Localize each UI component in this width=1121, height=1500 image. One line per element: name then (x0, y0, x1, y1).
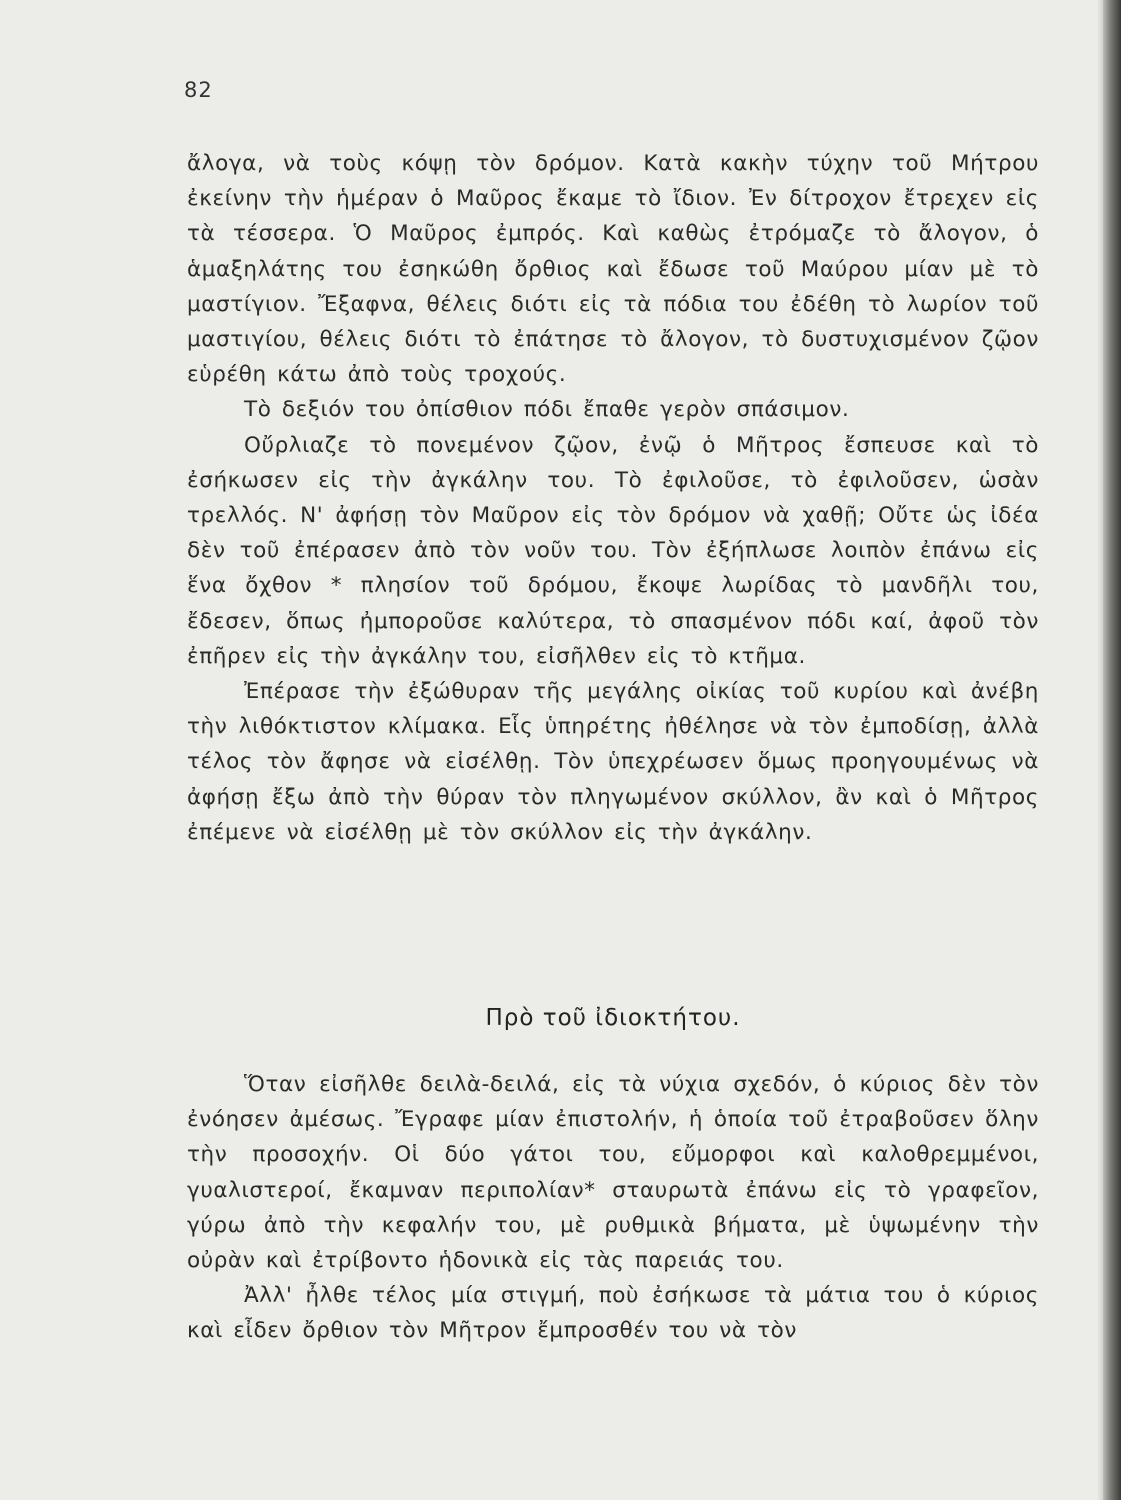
book-spine (1103, 0, 1121, 1500)
text-block-upper (187, 146, 1039, 850)
paragraph: Τὸ δεξιόν του ὀπίσθιον πόδι ἔπαθε γερὸν σπάσιμον. (244, 397, 850, 423)
text-block-lower (187, 1067, 1039, 1349)
section-heading: Πρὸ τοῦ ἰδιοκτήτου. (485, 1005, 741, 1031)
paragraph: Ὅταν εἰσῆλθε δειλὰ-δειλά, εἰς τὰ νύχια σχεδόν, ὁ κύριος δὲν τὸν ἐνόησεν ἀμέσως. Ἔγραφε μίαν ἐπιστολήν, ἡ ὁποία τοῦ ἐτραβοῦσεν ὅλην τὴν προσοχήν. Οἱ δύο γάτοι του, εὔμορφοι καὶ καλοθρεμμένοι, γυαλιστεροί, ἔκαμναν περιπολίαν* σταυρωτὰ ἐπάνω εἰς τὸ γραφεῖον, γύρω ἀπὸ τὴν κεφαλήν του, μὲ ρυθμικὰ βήματα, μὲ ὑψωμένην τὴν οὐρὰν καὶ ἐτρίβοντο ἡδονικὰ εἰς τὰς παρειάς του. (187, 1072, 1039, 1274)
paragraph: Οὔρλιαζε τὸ πονεμένον ζῷον, ἐνῷ ὁ Μῆτρος ἔσπευσε καὶ τὸ ἐσήκωσεν εἰς τὴν ἀγκάλην του. Τὸ ἐφιλοῦσε, τὸ ἐφιλοῦσεν, ὡσὰν τρελλός. Ν' ἀφήσῃ τὸν Μαῦρον εἰς τὸν δρόμον νὰ χαθῇ; Οὔτε ὡς ἰδέα δὲν τοῦ ἐπέρασεν ἀπὸ τὸν νοῦν του. Τὸν ἐξήπλωσε λοιπὸν ἐπάνω εἰς ἕνα ὄχθον * πλησίον τοῦ δρόμου, ἔκοψε λωρίδας τὸ μανδῆλι του, ἔδεσεν, ὅπως ἠμποροῦσε καλύτερα, τὸ σπασμένον πόδι καί, ἀφοῦ τὸν ἐπῆρεν εἰς τὴν ἀγκάλην του, εἰσῆλθεν εἰς τὸ κτῆμα. (187, 432, 1039, 669)
page-number: 82 (184, 78, 213, 102)
paragraph: Ἐπέρασε τὴν ἐξώθυραν τῆς μεγάλης οἰκίας τοῦ κυρίου καὶ ἀνέβη τὴν λιθόκτιστον κλίμακα. Εἷς ὑπηρέτης ἠθέλησε νὰ τὸν ἐμποδίσῃ, ἀλλὰ τέλος τὸν ἄφησε νὰ εἰσέλθῃ. Τὸν ὑπεχρέωσεν ὅμως προηγουμένως νὰ ἀφήσῃ ἔξω ἀπὸ τὴν θύραν τὸν πληγωμένον σκύλλον, ἂν καὶ ὁ Μῆτρος ἐπέμενε νὰ εἰσέλθῃ μὲ τὸν σκύλλον εἰς τὴν ἀγκάλην. (187, 679, 1039, 845)
paragraph: Ἀλλ' ἦλθε τέλος μία στιγμή, ποὺ ἐσήκωσε τὰ μάτια του ὁ κύριος καὶ εἶδεν ὄρθιον τὸν Μῆτρον ἔμπροσθέν του νὰ τὸν (187, 1283, 1039, 1344)
paragraph: ἄλογα, νὰ τοὺς κόψῃ τὸν δρόμον. Κατὰ κακὴν τύχην τοῦ Μήτρου ἐκείνην τὴν ἡμέραν ὁ Μαῦρος ἔκαμε τὸ ἴδιον. Ἐν δίτροχον ἔτρεχεν εἰς τὰ τέσσερα. Ὁ Μαῦρος ἐμπρός. Καὶ καθὼς ἐτρόμαζε τὸ ἄλογον, ὁ ἁμαξηλάτης του ἐσηκώθη ὄρθιος καὶ ἔδωσε τοῦ Μαύρου μίαν μὲ τὸ μαστίγιον. Ἔξαφνα, θέλεις διότι εἰς τὰ πόδια του ἐδέθη τὸ λωρίον τοῦ μαστιγίου, θέλεις διότι τὸ ἐπάτησε τὸ ἄλογον, τὸ δυστυχισμένον ζῷον εὑρέθη κάτω ἀπὸ τοὺς τροχούς. (187, 151, 1039, 388)
